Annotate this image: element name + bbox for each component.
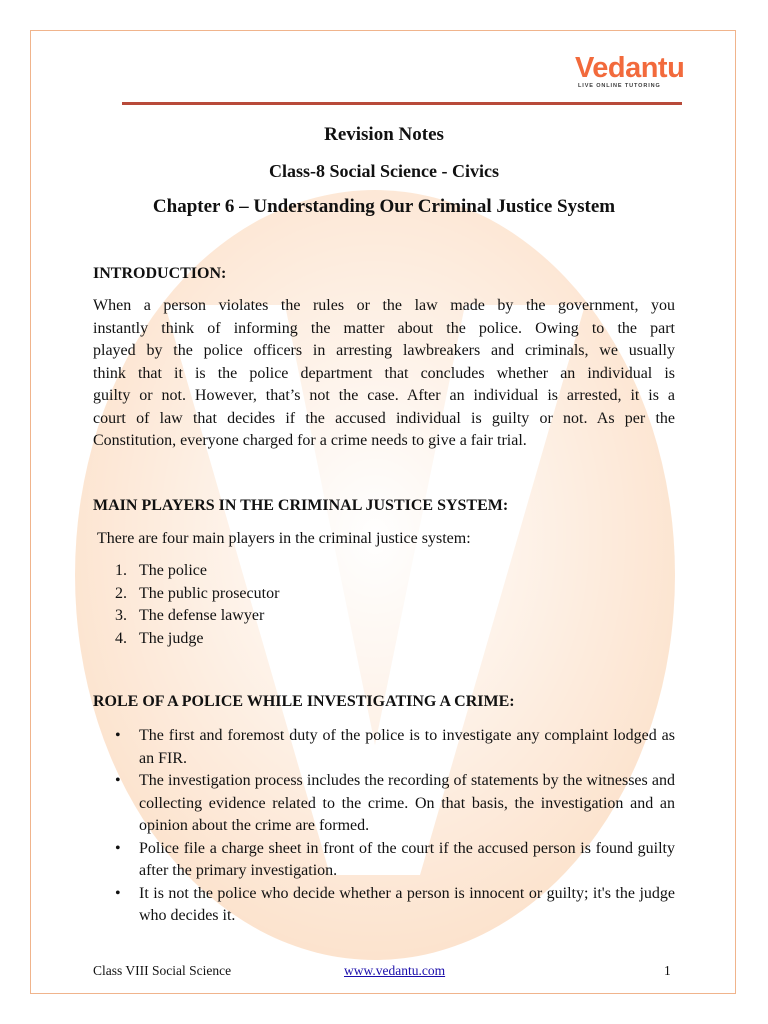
bullet-icon: •	[115, 727, 121, 744]
page-number: 1	[664, 963, 671, 978]
list-item	[115, 628, 279, 651]
list-number: 2.	[115, 584, 127, 602]
logo-wordmark: Vedantu	[575, 52, 685, 84]
doc-title: Revision Notes	[324, 124, 444, 145]
list-item	[115, 838, 675, 883]
list-item-text: It is not the police who decide whether a person is innocent or guilty; it's the judge who decides it.	[139, 884, 675, 924]
list-number: 1.	[115, 562, 127, 579]
intro-line: guilty or not. However, that’s not the case. After an individual is arrested, it is a	[93, 387, 675, 404]
players-intro: There are four main players in the criminal justice system:	[97, 530, 471, 547]
doc-subtitle: Class-8 Social Science - Civics	[269, 161, 499, 181]
intro-line: instantly think of informing the matter about the police. Owing to the part	[93, 319, 675, 337]
introduction-heading: INTRODUCTION:	[93, 265, 227, 282]
police-role-heading: ROLE OF A POLICE WHILE INVESTIGATING A CRIME:	[93, 693, 515, 710]
list-item-text: The investigation process includes the recording of statements by the witnesses and collecting evidence related to the crime. On that basis, the investigation and an opinion about the crime are formed.	[139, 772, 675, 834]
introduction-paragraph	[93, 295, 675, 453]
list-item-text: The defense lawyer	[139, 607, 265, 624]
intro-line: court of law that decides if the accused individual is guilty or not. As per the	[93, 409, 675, 427]
intro-line: When a person violates the rules or the law made by the government, you	[93, 297, 675, 314]
list-item-text: Police file a charge sheet in front of the court if the accused person is found guilty after the primary investigation.	[139, 839, 675, 879]
list-item	[115, 770, 675, 838]
intro-line: think that it is the police department that concludes whether an individual is	[93, 364, 675, 382]
players-heading: MAIN PLAYERS IN THE CRIMINAL JUSTICE SYSTEM:	[93, 497, 509, 514]
players-list	[115, 560, 279, 650]
vedantu-logo	[575, 52, 685, 94]
chapter-title: Chapter 6 – Understanding Our Criminal Justice System	[152, 196, 616, 217]
intro-line: Constitution, everyone charged for a crime needs to give a fair trial.	[93, 432, 527, 449]
list-item	[115, 725, 675, 770]
list-item-text: The public prosecutor	[139, 584, 280, 602]
logo-tagline: LIVE ONLINE TUTORING	[578, 83, 661, 89]
list-item-text: The judge	[139, 629, 204, 647]
footer-class-label: Class VIII Social Science	[93, 963, 232, 978]
list-number: 4.	[115, 629, 127, 647]
list-item	[115, 560, 279, 583]
bullet-icon: •	[115, 839, 121, 857]
list-item	[115, 583, 279, 606]
list-item	[115, 605, 279, 628]
intro-line: played by the police officers in arresting lawbreakers and criminals, we usually	[93, 342, 675, 359]
police-role-list	[115, 725, 675, 928]
bullet-icon: •	[115, 884, 121, 902]
footer-website-link[interactable]: www.vedantu.com	[344, 963, 446, 978]
list-item-text: The first and foremost duty of the police is to investigate any complaint lodged as an FIR.	[139, 727, 675, 767]
list-item	[115, 883, 675, 928]
list-item-text: The police	[139, 562, 207, 579]
list-number: 3.	[115, 607, 127, 624]
bullet-icon: •	[115, 772, 121, 789]
header-rule	[122, 102, 682, 105]
